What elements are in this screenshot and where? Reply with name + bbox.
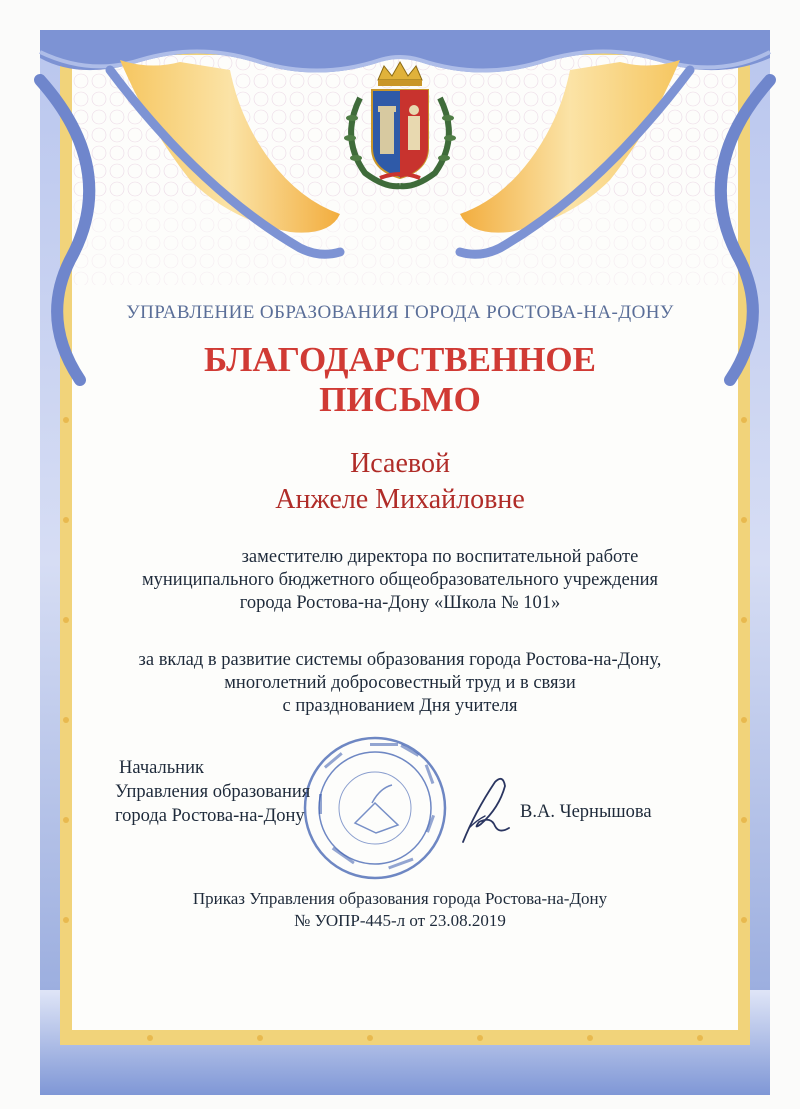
order-line: Приказ Управления образования города Ростова-на-Дону [192,889,608,908]
award-reason [60,649,740,718]
recipient-position [60,546,740,615]
reason-line: за вклад в развитие системы образования города Ростова-на-Дону, [138,650,662,670]
document-title [100,340,700,420]
position-line: города Ростова-на-Дону «Школа № 101» [239,593,561,613]
signatory-title-line: Начальник [119,758,204,778]
recipient-name [100,446,700,518]
signatory-title [115,756,375,828]
position-line: заместителю директора по воспитательной работе [241,547,639,567]
order-line: № УОПР-445-л от 23.08.2019 [294,911,506,930]
order-reference [100,888,700,932]
position-line: муниципального бюджетного общеобразовательного учреждения [141,570,659,590]
title-line: ПИСЬМО [319,380,481,419]
recipient-given-names: Анжеле Михайловне [275,484,525,515]
issuing-authority: УПРАВЛЕНИЕ ОБРАЗОВАНИЯ ГОРОДА РОСТОВА-НА-ДОНУ [126,302,674,323]
reason-line: с празднованием Дня учителя [282,696,518,716]
recipient-surname: Исаевой [350,448,450,479]
signatory-title-line: города Ростова-на-Дону [115,806,305,826]
signatory-name: В.А. Чернышова [520,802,652,822]
reason-line: многолетний добросовестный труд и в связи [224,673,576,693]
signatory-title-line: Управления образования [115,782,311,802]
title-line: БЛАГОДАРСТВЕННОЕ [204,340,596,379]
